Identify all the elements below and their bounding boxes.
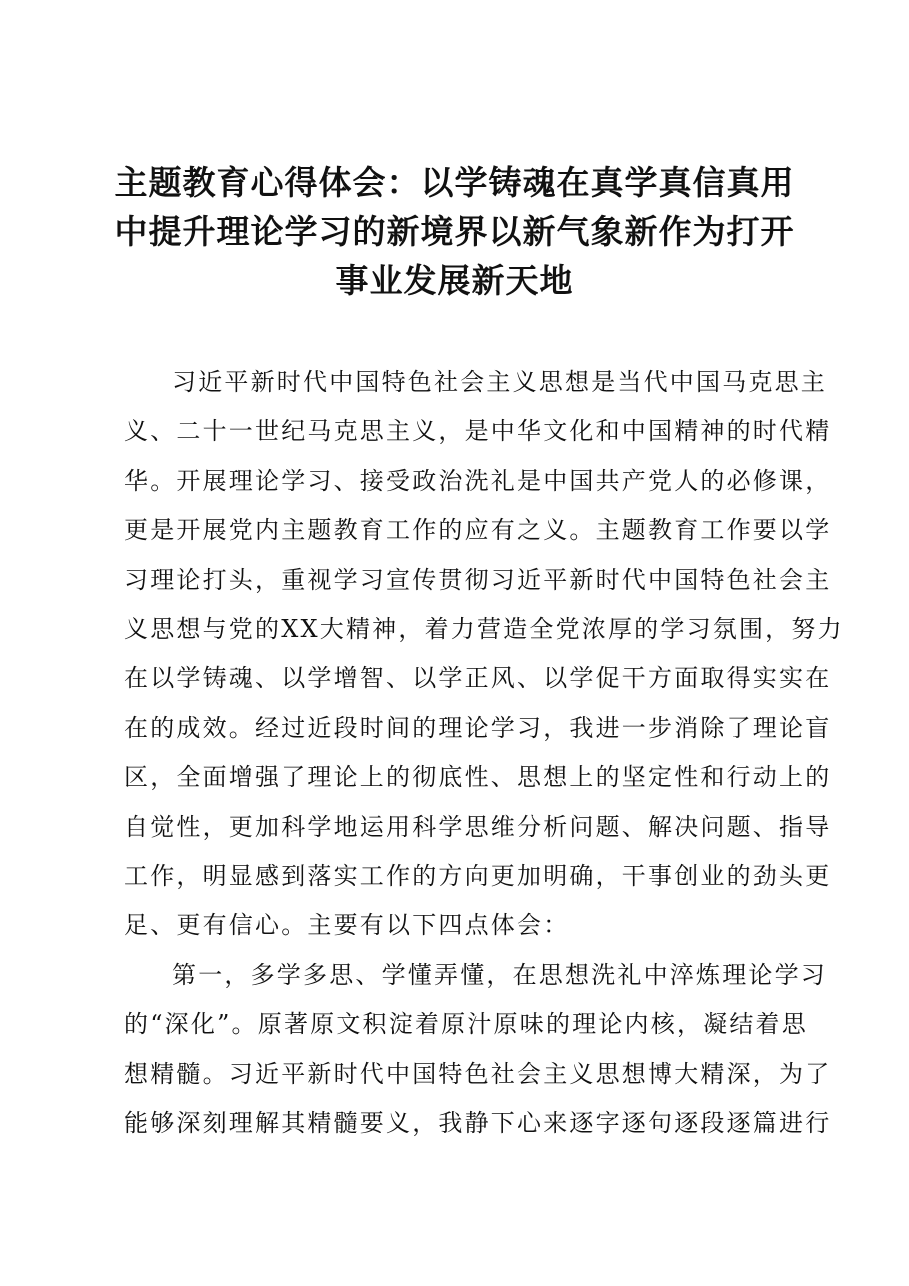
paragraph-line: 更是开展党内主题教育工作的应有之义。主题教育工作要以学 xyxy=(124,516,832,545)
paragraph-line: 想精髓。习近平新时代中国特色社会主义思想博大精深，为了 xyxy=(124,1059,832,1088)
title-line: 事业发展新天地 xyxy=(335,261,574,300)
document-body xyxy=(124,358,844,1149)
paragraph-line: 自觉性，更加科学地运用科学思维分析问题、解决问题、指导 xyxy=(124,812,832,841)
paragraph-line: 习理论打头，重视学习宣传贯彻习近平新时代中国特色社会主 xyxy=(124,565,832,594)
title-line: 中提升理论学习的新境界以新气象新作为打开 xyxy=(114,212,795,251)
paragraph-line: 习近平新时代中国特色社会主义思想是当代中国马克思主 xyxy=(172,368,827,396)
paragraph-line: 在以学铸魂、以学增智、以学正风、以学促干方面取得实实在 xyxy=(124,664,832,693)
paragraph-line: 区，全面增强了理论上的彻底性、思想上的坚定性和行动上的 xyxy=(124,763,832,792)
title-line: 主题教育心得体会：以学铸魂在真学真信真用 xyxy=(114,163,795,202)
paragraph-line: 第一，多学多思、学懂弄懂，在思想洗礼中淬炼理论学习 xyxy=(172,960,827,989)
paragraph-line: 的“深化”。原著原文积淀着原汁原味的理论内核，凝结着思 xyxy=(124,1010,808,1039)
paragraph-line: 在的成效。经过近段时间的理论学习，我进一步消除了理论盲 xyxy=(124,713,832,742)
paragraph-line: 义、二十一世纪马克思主义，是中华文化和中国精神的时代精 xyxy=(124,417,832,446)
paragraph-line: 能够深刻理解其精髓要义，我静下心来逐字逐句逐段逐篇进行 xyxy=(124,1109,832,1138)
paragraph-line: 华。开展理论学习、接受政治洗礼是中国共产党人的必修课， xyxy=(124,466,832,495)
document-title xyxy=(100,158,809,305)
paragraph-line: 工作，明显感到落实工作的方向更加明确，干事创业的劲头更 xyxy=(124,862,832,891)
paragraph-line: 义思想与党的XX大精神，着力营造全党浓厚的学习氛围，努力 xyxy=(124,615,844,644)
paragraph-line: 足、更有信心。主要有以下四点体会： xyxy=(124,911,570,940)
